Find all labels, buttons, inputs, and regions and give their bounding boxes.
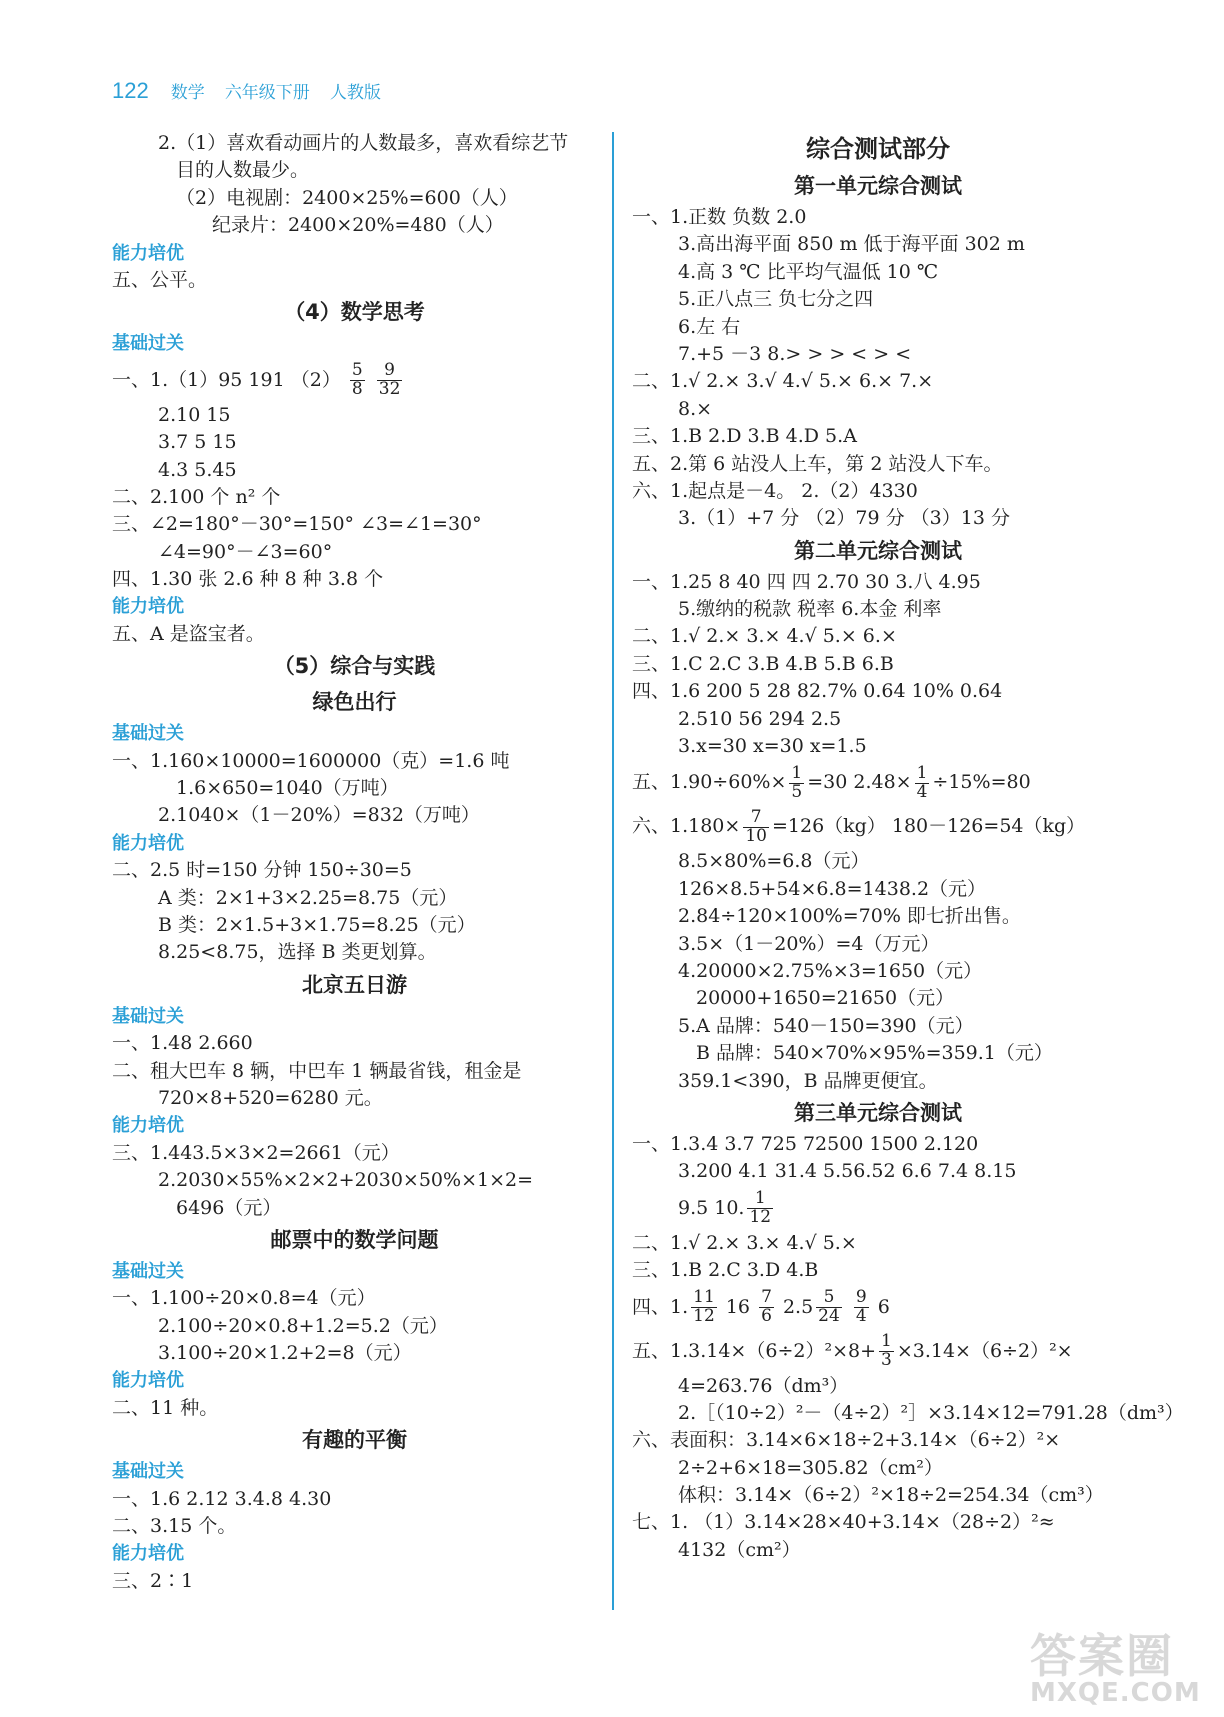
answer-line: 1.6×650=1040（万吨）	[176, 777, 399, 800]
answer-line: ∠4=90°－∠3=60°	[158, 540, 333, 563]
answer-line: 126×8.5+54×6.8=1438.2（元）	[678, 877, 987, 900]
answer-text: 四、1.	[632, 1295, 689, 1318]
fraction	[747, 1190, 773, 1227]
section-title: 北京五日游	[302, 972, 407, 997]
answer-line	[632, 1285, 1124, 1329]
answer-line	[632, 760, 1124, 804]
answer-text: 六、1.180×	[632, 815, 741, 838]
answer-text: =126（kg） 180－126=54（kg）	[771, 815, 1086, 838]
denominator: 12	[749, 1207, 772, 1228]
numerator: 1	[916, 763, 928, 784]
answer-line: 3.100÷20×1.2+2=8（元）	[158, 1342, 412, 1365]
answer-line: 二、11 种。	[112, 1396, 219, 1419]
section-heading: 能力培优	[112, 1543, 184, 1565]
answer-line: 三、∠2=180°－30°=150° ∠3=∠1=30°	[112, 513, 482, 536]
grade: 六年级下册	[224, 83, 310, 103]
section-title: 邮票中的数学问题	[270, 1227, 439, 1252]
answer-line: 六、表面积：3.14×6×18÷2+3.14×（6÷2）²×	[632, 1429, 1061, 1452]
answer-line: 2.［（10÷2）²－（4÷2）²］×3.14×12=791.28（dm³）	[678, 1401, 1184, 1424]
part-title: 综合测试部分	[806, 135, 950, 163]
numerator: 9	[377, 362, 403, 381]
answer-line: 3.200 4.1 31.4 5.56.52 6.6 7.4 8.15	[678, 1160, 1017, 1183]
answer-line: 6496（元）	[176, 1196, 282, 1219]
answer-line: 5.缴纳的税款 税率 6.本金 利率	[678, 598, 942, 621]
answer-line: 一、1.正数 负数 2.0	[632, 206, 807, 228]
answer-line: B 品牌：540×70%×95%=359.1（元）	[696, 1042, 1053, 1065]
answer-line: 目的人数最少。	[176, 159, 310, 182]
answer-line: 二、租大巴车 8 辆，中巴车 1 辆最省钱，租金是	[112, 1059, 522, 1082]
answer-line	[632, 1329, 1124, 1373]
numerator: 11	[693, 1287, 715, 1308]
denominator: 24	[818, 1306, 840, 1326]
denominator: 4	[855, 1306, 867, 1326]
answer-line: 3.x=30 x=30 x=1.5	[678, 735, 867, 758]
answer-line: 三、1.443.5×3×2=2661（元）	[112, 1141, 400, 1164]
section-title: （5）综合与实践	[273, 654, 436, 679]
answer-line: 五、2.第 6 站没人上车，第 2 站没人下车。	[632, 452, 1003, 475]
section-title: 第三单元综合测试	[794, 1100, 962, 1125]
answer-text: 五、1.90÷60%×	[632, 771, 787, 794]
answer-line: 20000+1650=21650（元）	[696, 987, 955, 1010]
fraction	[879, 1333, 894, 1370]
fraction	[743, 809, 769, 846]
answer-line: 六、1.起点是－4。 2.（2）4330	[632, 479, 918, 502]
answer-line: 2.510 56 294 2.5	[678, 707, 842, 730]
numerator: 1	[881, 1331, 892, 1352]
answer-line: 一、1.100÷20×0.8=4（元）	[112, 1287, 376, 1310]
page-number: 122	[112, 78, 149, 103]
answer-line: 纪录片：2400×20%=480（人）	[212, 214, 504, 237]
section-heading: 基础过关	[112, 333, 184, 355]
answer-line: 五、公平。	[112, 268, 208, 291]
section-heading: 基础过关	[112, 1260, 184, 1282]
answer-line: 3.高出海平面 850 m 低于海平面 302 m	[678, 233, 1025, 256]
answer-line: 8.5×80%=6.8（元）	[678, 850, 870, 873]
answer-line: 二、2.100 个 n² 个	[112, 485, 281, 508]
section-heading: 能力培优	[112, 242, 184, 264]
denominator: 6	[761, 1306, 772, 1326]
numerator: 7	[761, 1287, 772, 1308]
answer-line: （2）电视剧：2400×25%=600（人）	[176, 186, 518, 209]
answer-line	[632, 1186, 1124, 1230]
section-heading: 能力培优	[112, 596, 184, 618]
numerator: 5	[816, 1289, 842, 1308]
section-heading: 基础过关	[112, 723, 184, 745]
answer-line: 三、1.B 2.C 3.D 4.B	[632, 1259, 819, 1282]
answer-line: 二、1.√ 2.× 3.√ 4.√ 5.× 6.× 7.×	[632, 370, 934, 393]
answer-line	[112, 358, 597, 402]
answer-line: 一、1.25 8 40 四 四 2.70 30 3.八 4.95	[632, 570, 981, 593]
fraction	[377, 362, 403, 399]
answer-line: 五、A 是盗宝者。	[112, 622, 265, 645]
answer-line: 6.左 右	[678, 315, 741, 338]
numerator: 7	[743, 809, 769, 828]
fraction	[816, 1289, 842, 1326]
answer-line: 二、2.5 时=150 分钟 150÷30=5	[112, 859, 412, 882]
denominator: 10	[745, 825, 767, 846]
answer-line: 4.高 3 ℃ 比平均气温低 10 ℃	[678, 260, 939, 283]
answer-line: 4132（cm²）	[678, 1538, 801, 1561]
answer-text: =30 2.48×	[807, 771, 912, 794]
answer-line: 七、1. （1）3.14×28×40+3.14×（28÷2）²≈	[632, 1511, 1055, 1534]
fraction	[915, 765, 930, 802]
answer-line: 三、1.C 2.C 3.B 4.B 5.B 6.B	[632, 652, 894, 675]
answer-line: 一、1.3.4 3.7 725 72500 1500 2.120	[632, 1132, 979, 1155]
answer-line: 8.25<8.75，选择 B 类更划算。	[158, 941, 437, 964]
fraction	[854, 1289, 869, 1326]
answer-line: B 类：2×1.5+3×1.75=8.25（元）	[158, 913, 476, 936]
denominator: 12	[693, 1306, 715, 1326]
answer-line: 4=263.76（dm³）	[678, 1374, 849, 1397]
answer-text: 6	[877, 1295, 890, 1318]
watermark	[1030, 1620, 1215, 1712]
answer-line: 2÷2+6×18=305.82（cm²）	[678, 1456, 943, 1479]
answer-text: 2.5	[782, 1295, 814, 1318]
answer-line: 一、1.48 2.660	[112, 1032, 253, 1055]
answer-line: 二、1.√ 2.× 3.× 4.√ 5.× 6.×	[632, 625, 897, 648]
section-heading: 能力培优	[112, 1115, 184, 1137]
answer-line: 2.（1）喜欢看动画片的人数最多，喜欢看综艺节	[158, 132, 569, 154]
left-column	[112, 130, 597, 1595]
answer-line: 8.×	[678, 397, 713, 420]
answer-line	[632, 804, 1124, 848]
fraction	[789, 765, 804, 802]
answer-line: 4.3 5.45	[158, 458, 237, 481]
answer-text: ÷15%=80	[932, 771, 1031, 794]
subject: 数学	[170, 83, 205, 103]
answer-line: 2.1040×（1－20%）=832（万吨）	[158, 804, 480, 827]
answer-line: 体积：3.14×（6÷2）²×18÷2=254.34（cm³）	[678, 1484, 1104, 1507]
section-heading: 能力培优	[112, 832, 184, 854]
right-column	[632, 130, 1184, 1564]
section-title: 有趣的平衡	[302, 1428, 407, 1453]
numerator: 1	[791, 763, 803, 784]
answer-line: 二、3.15 个。	[112, 1515, 237, 1538]
answer-line: 四、1.30 张 2.6 种 8 种 3.8 个	[112, 568, 384, 591]
answer-line: 三、2∶1	[112, 1569, 194, 1592]
answer-line: 2.10 15	[158, 403, 231, 426]
fraction	[350, 362, 365, 399]
answer-text: 一、1.（1）95 191 （2）	[112, 368, 341, 391]
answer-line: 5.正八点三 负七分之四	[678, 288, 874, 311]
section-title: 绿色出行	[312, 690, 397, 715]
answer-line: 3.5×（1－20%）=4（万元）	[678, 932, 940, 955]
fraction	[691, 1289, 717, 1326]
answer-line: 2.100÷20×0.8+1.2=5.2（元）	[158, 1314, 448, 1337]
section-title: 第二单元综合测试	[794, 538, 962, 563]
numerator: 9	[855, 1287, 867, 1308]
numerator: 1	[747, 1190, 773, 1209]
edition: 人教版	[329, 83, 381, 103]
denominator: 32	[378, 379, 401, 400]
answer-line: 5.A 品牌：540－150=390（元）	[678, 1014, 974, 1037]
answer-line: A 类：2×1+3×2.25=8.75（元）	[158, 886, 458, 909]
answer-line: 4.20000×2.75%×3=1650（元）	[678, 959, 983, 982]
answer-text: 9.5 10.	[678, 1196, 745, 1219]
answer-line: 一、1.160×10000=1600000（克）=1.6 吨	[112, 749, 510, 772]
section-title: （4）数学思考	[284, 300, 425, 325]
answer-text: 五、1.3.14×（6÷2）²×8+	[632, 1339, 876, 1362]
answer-line: 3.7 5 15	[158, 431, 237, 454]
denominator: 3	[881, 1350, 892, 1370]
answer-line: 二、1.√ 2.× 3.× 4.√ 5.×	[632, 1231, 857, 1254]
section-heading: 基础过关	[112, 1461, 184, 1483]
denominator: 8	[351, 379, 363, 400]
answer-line: 一、1.6 2.12 3.4.8 4.30	[112, 1487, 332, 1510]
watermark-url: MXQE.COM	[1030, 1678, 1201, 1708]
denominator: 5	[791, 781, 803, 802]
section-heading: 能力培优	[112, 1370, 184, 1392]
fraction	[759, 1289, 774, 1326]
section-heading: 基础过关	[112, 1005, 184, 1027]
answer-line: 三、1.B 2.D 3.B 4.D 5.A	[632, 425, 857, 448]
answer-line: 7.+5 －3 8.> > > < > <	[678, 342, 912, 365]
column-divider	[612, 132, 614, 1610]
denominator: 4	[916, 781, 928, 802]
numerator: 5	[351, 360, 363, 381]
answer-line: 720×8+520=6280 元。	[158, 1086, 383, 1109]
answer-text: 16	[725, 1295, 751, 1318]
answer-text: ×3.14×（6÷2）²×	[896, 1339, 1073, 1362]
answer-line: 2.84÷120×100%=70% 即七折出售。	[678, 905, 1021, 928]
page-header	[112, 78, 395, 104]
answer-line: 2.2030×55%×2×2+2030×50%×1×2=	[158, 1169, 534, 1192]
watermark-logo-text: 答案圈	[1030, 1629, 1174, 1683]
section-title: 第一单元综合测试	[794, 174, 962, 198]
answer-line: 四、1.6 200 5 28 82.7% 0.64 10% 0.64	[632, 680, 1003, 703]
answer-line: 359.1<390，B 品牌更便宜。	[678, 1069, 938, 1092]
answer-line: 3.（1）+7 分 （2）79 分 （3）13 分	[678, 507, 1010, 530]
